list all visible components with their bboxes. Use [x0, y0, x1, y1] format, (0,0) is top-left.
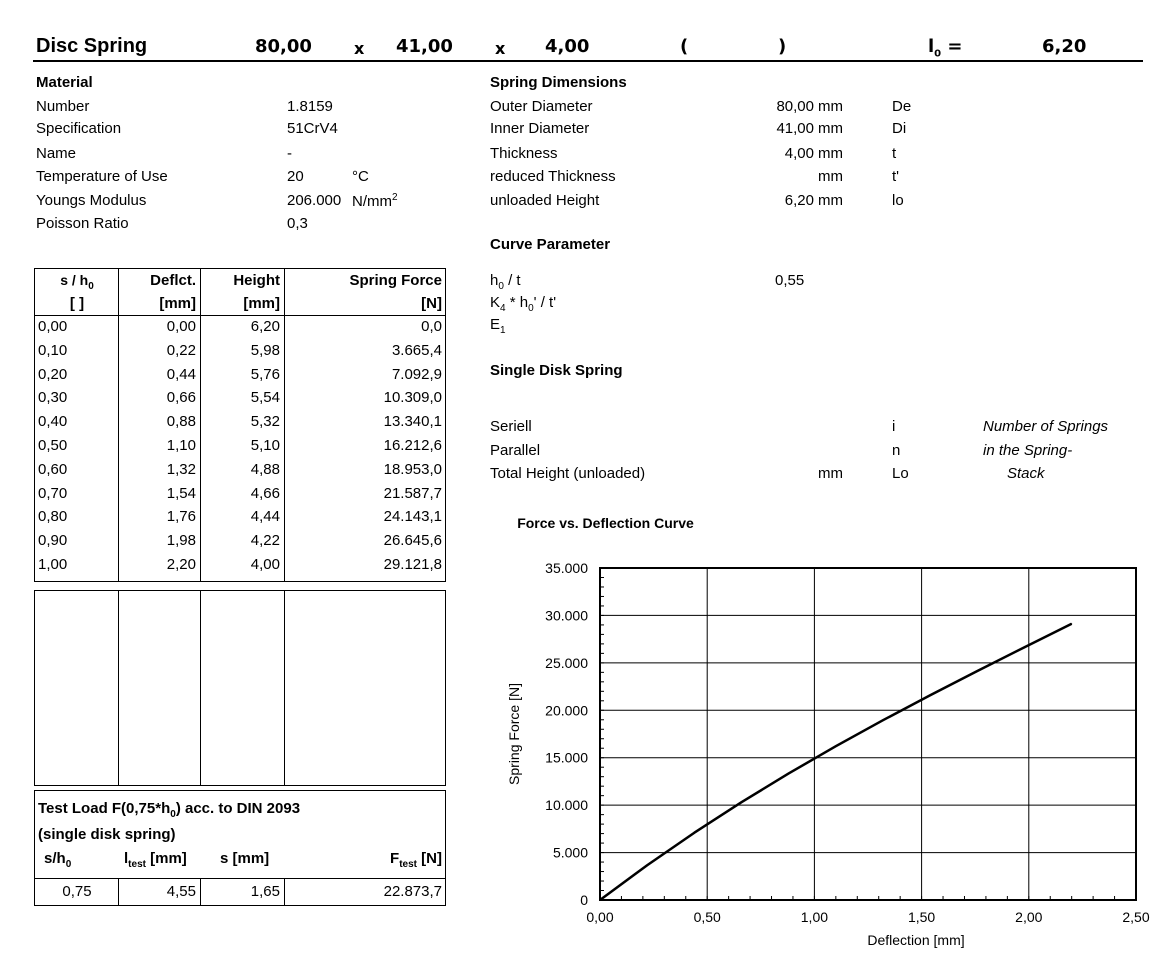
table-cell: 4,22	[250, 532, 280, 550]
material-label: Specification	[36, 120, 122, 137]
table-cell: 0,66	[166, 389, 196, 407]
table-cell: 0,40	[38, 413, 68, 431]
material-label: Poisson Ratio	[36, 215, 129, 232]
k4-label: $K_4 * h_0'$ / t'	[490, 294, 557, 314]
test-header-ftest: $F_{test}$ [N]	[390, 850, 442, 870]
dimension-symbol: Di	[892, 120, 907, 137]
dimension-unit: mm	[818, 120, 843, 137]
test-value-s: 1,65	[250, 883, 280, 900]
table-cell: 4,66	[250, 484, 280, 502]
table-cell: 1,54	[166, 484, 196, 502]
table-cell: 4,00	[250, 556, 280, 573]
table-cell: 0,20	[38, 365, 68, 383]
header-outer-diameter: 80,00	[255, 36, 312, 57]
table-cell: 1,10	[166, 437, 196, 454]
dimension-label: unloaded Height	[490, 192, 600, 209]
chart-title: Force vs. Deflection Curve	[517, 515, 694, 531]
x-tick-label: 1,00	[800, 909, 829, 925]
force-curve-point	[1071, 623, 1072, 624]
table-cell: 0,0	[421, 318, 442, 335]
test-col-divider	[118, 878, 119, 906]
header-inner-diameter: 41,00	[396, 36, 453, 57]
curve-parameter-heading: Curve Parameter	[490, 236, 611, 253]
material-label: Temperature of Use	[36, 168, 168, 185]
force-curve-point	[647, 865, 648, 866]
dimension-label: Thickness	[490, 145, 558, 162]
y-tick-label: 0	[580, 892, 588, 908]
dimension-unit: mm	[818, 192, 843, 209]
table-cell: 5,98	[250, 341, 280, 359]
y-tick-label: 30.000	[545, 607, 588, 624]
table-cell: 0,22	[166, 341, 196, 359]
table-cell: 6,20	[250, 318, 280, 335]
stack-unit: mm	[818, 465, 843, 482]
table-cell: 0,44	[166, 365, 196, 383]
force-curve-point	[788, 773, 789, 774]
table-cell: 0,60	[38, 460, 68, 478]
stack-symbol: Lo	[892, 465, 909, 482]
test-value-s-h0: 0,75	[62, 883, 92, 900]
header-rule	[33, 60, 1143, 62]
stack-symbol: n	[892, 442, 901, 459]
y-tick-label: 25.000	[545, 654, 588, 671]
dimension-unit: mm	[818, 168, 843, 185]
y-tick-label: 15.000	[545, 749, 588, 766]
dimension-symbol: t'	[892, 168, 900, 185]
test-header-s-h0: $s/h_0$	[44, 850, 72, 870]
material-label: Number	[36, 98, 90, 115]
material-value: 20	[287, 168, 304, 185]
table-col-divider	[284, 268, 285, 582]
table-cell: 0,00	[166, 318, 196, 335]
y-tick-label: 5.000	[552, 844, 588, 861]
header-thickness: 4,00	[545, 36, 590, 57]
table-cell: 0,90	[38, 532, 68, 550]
stack-note: in the Spring-	[983, 442, 1073, 459]
header-paren-close: )	[778, 36, 787, 57]
test-header-s: s [mm]	[220, 850, 270, 867]
table-header-rule	[34, 315, 446, 316]
x-tick-label: 0,00	[586, 909, 614, 925]
header-times-1: x	[354, 39, 365, 58]
table-col-divider	[118, 268, 119, 582]
y-tick-label: 20.000	[545, 702, 588, 719]
table-cell: 24.143,1	[383, 508, 442, 526]
table-cell: 0,00	[38, 318, 68, 335]
force-curve-point	[741, 802, 742, 803]
force-curve-point	[977, 670, 978, 671]
col-header-s-h0: s / $h_0$	[60, 272, 94, 292]
dimension-unit: mm	[818, 145, 843, 162]
col-header-spring-force: Spring Force	[349, 272, 442, 289]
material-label: Youngs Modulus	[36, 192, 147, 209]
force-curve-point	[883, 720, 884, 721]
force-curve-line	[600, 624, 1072, 900]
x-tick-label: 2,50	[1122, 909, 1150, 925]
dimension-label: Outer Diameter	[490, 98, 593, 115]
h0-over-t-label: $h_0$ / t	[490, 272, 521, 292]
table-cell: 4,44	[250, 508, 280, 526]
table-cell: 0,50	[38, 437, 68, 454]
x-axis-label: Deflection [mm]	[867, 932, 965, 948]
table-cell: 13.340,1	[383, 413, 442, 431]
unit-height: [mm]	[243, 295, 280, 312]
x-tick-label: 1,50	[907, 909, 936, 925]
x-tick-label: 0,50	[693, 909, 721, 925]
table-cell: 2,20	[166, 556, 196, 573]
stack-note: Number of Springs	[983, 418, 1109, 435]
material-value: 1.8159	[287, 98, 333, 115]
table-cell: 16.212,6	[383, 437, 442, 454]
table-cell: 5,54	[250, 389, 280, 407]
material-value: 0,3	[287, 215, 308, 232]
table-cell: 5,32	[250, 413, 280, 431]
table-cell: 7.092,9	[391, 365, 442, 383]
material-value: -	[287, 145, 292, 162]
material-value: 206.000	[287, 192, 342, 209]
stack-label: Seriell	[490, 418, 532, 435]
stack-symbol: i	[892, 418, 896, 435]
y-tick-label: 35.000	[545, 560, 588, 576]
dimension-value: 41,00	[776, 120, 814, 137]
force-curve-point	[1024, 647, 1025, 648]
force-curve-point	[694, 832, 695, 833]
plot-frame	[600, 568, 1136, 900]
y-tick-label: 10.000	[545, 797, 588, 814]
unit-s-h0: [ ]	[69, 295, 85, 312]
test-col-divider	[284, 878, 285, 906]
dimension-value: 4,00	[784, 145, 814, 162]
e1-label: $E_1$	[490, 316, 506, 336]
table-cell: 0,88	[166, 413, 196, 431]
table-cell: 0,10	[38, 341, 68, 359]
test-load-title: Test Load $F(0,75*h_0)$ acc. to DIN 2093	[38, 800, 301, 820]
test-load-rule	[34, 878, 446, 879]
force-curve-point	[600, 900, 601, 901]
dimension-value: 80,00	[776, 98, 814, 115]
dimension-unit: mm	[818, 98, 843, 115]
unit-spring-force: [N]	[421, 295, 442, 312]
material-value: 51CrV4	[287, 120, 338, 137]
material-unit: $N/mm^2$	[352, 192, 398, 210]
test-load-subtitle: (single disk spring)	[38, 826, 176, 843]
force-curve-point	[930, 695, 931, 696]
table-cell: 5,10	[250, 437, 280, 454]
header-times-2: x	[495, 39, 506, 58]
table-cell: 29.121,8	[383, 556, 442, 573]
table-cell: 21.587,7	[383, 484, 442, 502]
material-unit: °C	[352, 168, 369, 185]
empty-table-block	[34, 590, 446, 786]
single-disk-heading: Single Disk Spring	[490, 362, 623, 379]
table-col-divider	[200, 268, 201, 582]
empty-col-divider	[284, 590, 285, 786]
table-cell: 18.953,0	[383, 460, 442, 478]
table-cell: 26.645,6	[383, 532, 442, 550]
col-header-deflection: Deflct.	[150, 272, 196, 289]
stack-label: Total Height (unloaded)	[490, 465, 646, 482]
test-value-ltest: 4,55	[166, 883, 196, 900]
stack-label: Parallel	[490, 442, 541, 459]
table-cell: 4,88	[250, 460, 280, 478]
dimension-symbol: t	[892, 145, 897, 162]
stack-note: Stack	[1007, 465, 1045, 482]
table-cell: 0,30	[38, 389, 68, 407]
table-cell: 1,32	[166, 460, 196, 478]
table-cell: 0,70	[38, 484, 68, 502]
table-cell: 1,76	[166, 508, 196, 526]
dimension-value: 6,20	[784, 192, 814, 209]
header-l0-value: 6,20	[1042, 36, 1087, 57]
h0-over-t-value: 0,55	[775, 272, 805, 289]
test-value-ftest: 22.873,7	[383, 883, 442, 900]
dimension-label: reduced Thickness	[490, 168, 616, 185]
empty-col-divider	[118, 590, 119, 786]
empty-col-divider	[200, 590, 201, 786]
unit-deflection: [mm]	[159, 295, 196, 312]
spring-dimensions-heading: Spring Dimensions	[490, 74, 627, 91]
table-cell: 1,00	[38, 556, 68, 573]
dimension-symbol: De	[892, 98, 912, 115]
table-cell: 5,76	[250, 365, 280, 383]
table-cell: 1,98	[166, 532, 196, 550]
col-header-height: Height	[233, 272, 280, 289]
force-curve-point	[835, 746, 836, 747]
header-l0-label: $l_0$ =	[928, 36, 963, 60]
material-label: Name	[36, 145, 77, 162]
table-cell: 0,80	[38, 508, 68, 526]
test-header-ltest: $l_{test}$ [mm]	[124, 850, 187, 870]
header-paren-open: (	[680, 36, 689, 57]
material-heading: Material	[36, 74, 93, 91]
table-cell: 10.309,0	[383, 389, 442, 407]
x-tick-label: 2,00	[1015, 909, 1043, 925]
dimension-symbol: lo	[892, 192, 904, 209]
test-col-divider	[200, 878, 201, 906]
doc-title: Disc Spring	[36, 35, 148, 57]
table-cell: 3.665,4	[391, 341, 442, 359]
y-axis-label: Spring Force [N]	[506, 683, 522, 785]
dimension-label: Inner Diameter	[490, 120, 590, 137]
